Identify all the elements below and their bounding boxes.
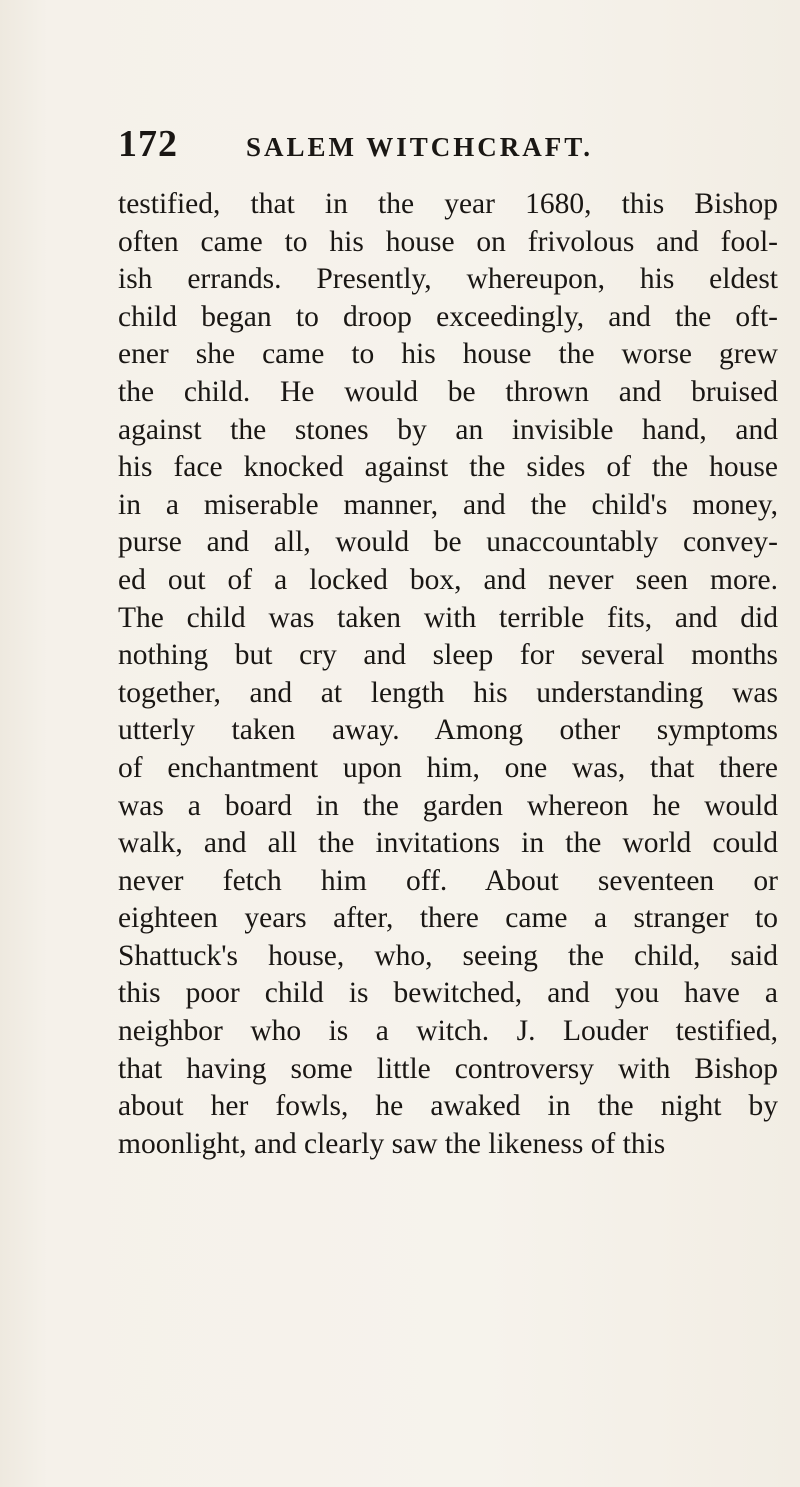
text-line: that having some little controversy with Bishop	[118, 1052, 778, 1085]
text-line: The child was taken with terrible fits, and did	[118, 601, 778, 634]
text-line: testified, that in the year 1680, this Bishop	[118, 188, 778, 220]
text-line: walk, and all the invitations in the world could	[118, 827, 778, 860]
text-line: neighbor who is a witch. J. Louder testified,	[118, 1015, 778, 1048]
text-line: the child. He would be thrown and bruised	[118, 375, 778, 408]
text-line: ed out of a locked box, and never seen more.	[118, 563, 778, 596]
text-line: about her fowls, he awaked in the night by	[118, 1090, 778, 1123]
text-line: this poor child is bewitched, and you have a	[118, 977, 778, 1010]
text-line: moonlight, and clearly saw the likeness of this	[118, 1127, 666, 1160]
text-line: nothing but cry and sleep for several months	[118, 639, 778, 672]
text-line: was a board in the garden whereon he would	[118, 789, 778, 822]
text-line: utterly taken away. Among other symptoms	[118, 714, 778, 747]
text-line: child began to droop exceedingly, and the oft-	[118, 300, 778, 333]
text-line: against the stones by an invisible hand, and	[118, 413, 778, 446]
text-line: eighteen years after, there came a stranger to	[118, 902, 778, 935]
text-line: Shattuck's house, who, seeing the child, said	[118, 939, 778, 972]
running-head	[118, 122, 778, 172]
running-title: SALEM WITCHCRAFT.	[246, 132, 594, 162]
page-number: 172	[118, 123, 178, 165]
text-line: never fetch him off. About seventeen or	[118, 864, 778, 897]
text-line: in a miserable manner, and the child's money,	[118, 488, 778, 521]
body-text	[118, 186, 778, 1163]
text-line: ener she came to his house the worse grew	[118, 338, 778, 371]
text-line: of enchantment upon him, one was, that there	[118, 751, 778, 784]
text-line: his face knocked against the sides of the house	[118, 451, 778, 484]
text-line: ish errands. Presently, whereupon, his eldest	[118, 263, 778, 296]
text-line: often came to his house on frivolous and fool-	[118, 225, 778, 258]
text-line: together, and at length his understanding was	[118, 676, 778, 709]
text-line: purse and all, would be unaccountably convey-	[118, 526, 778, 559]
